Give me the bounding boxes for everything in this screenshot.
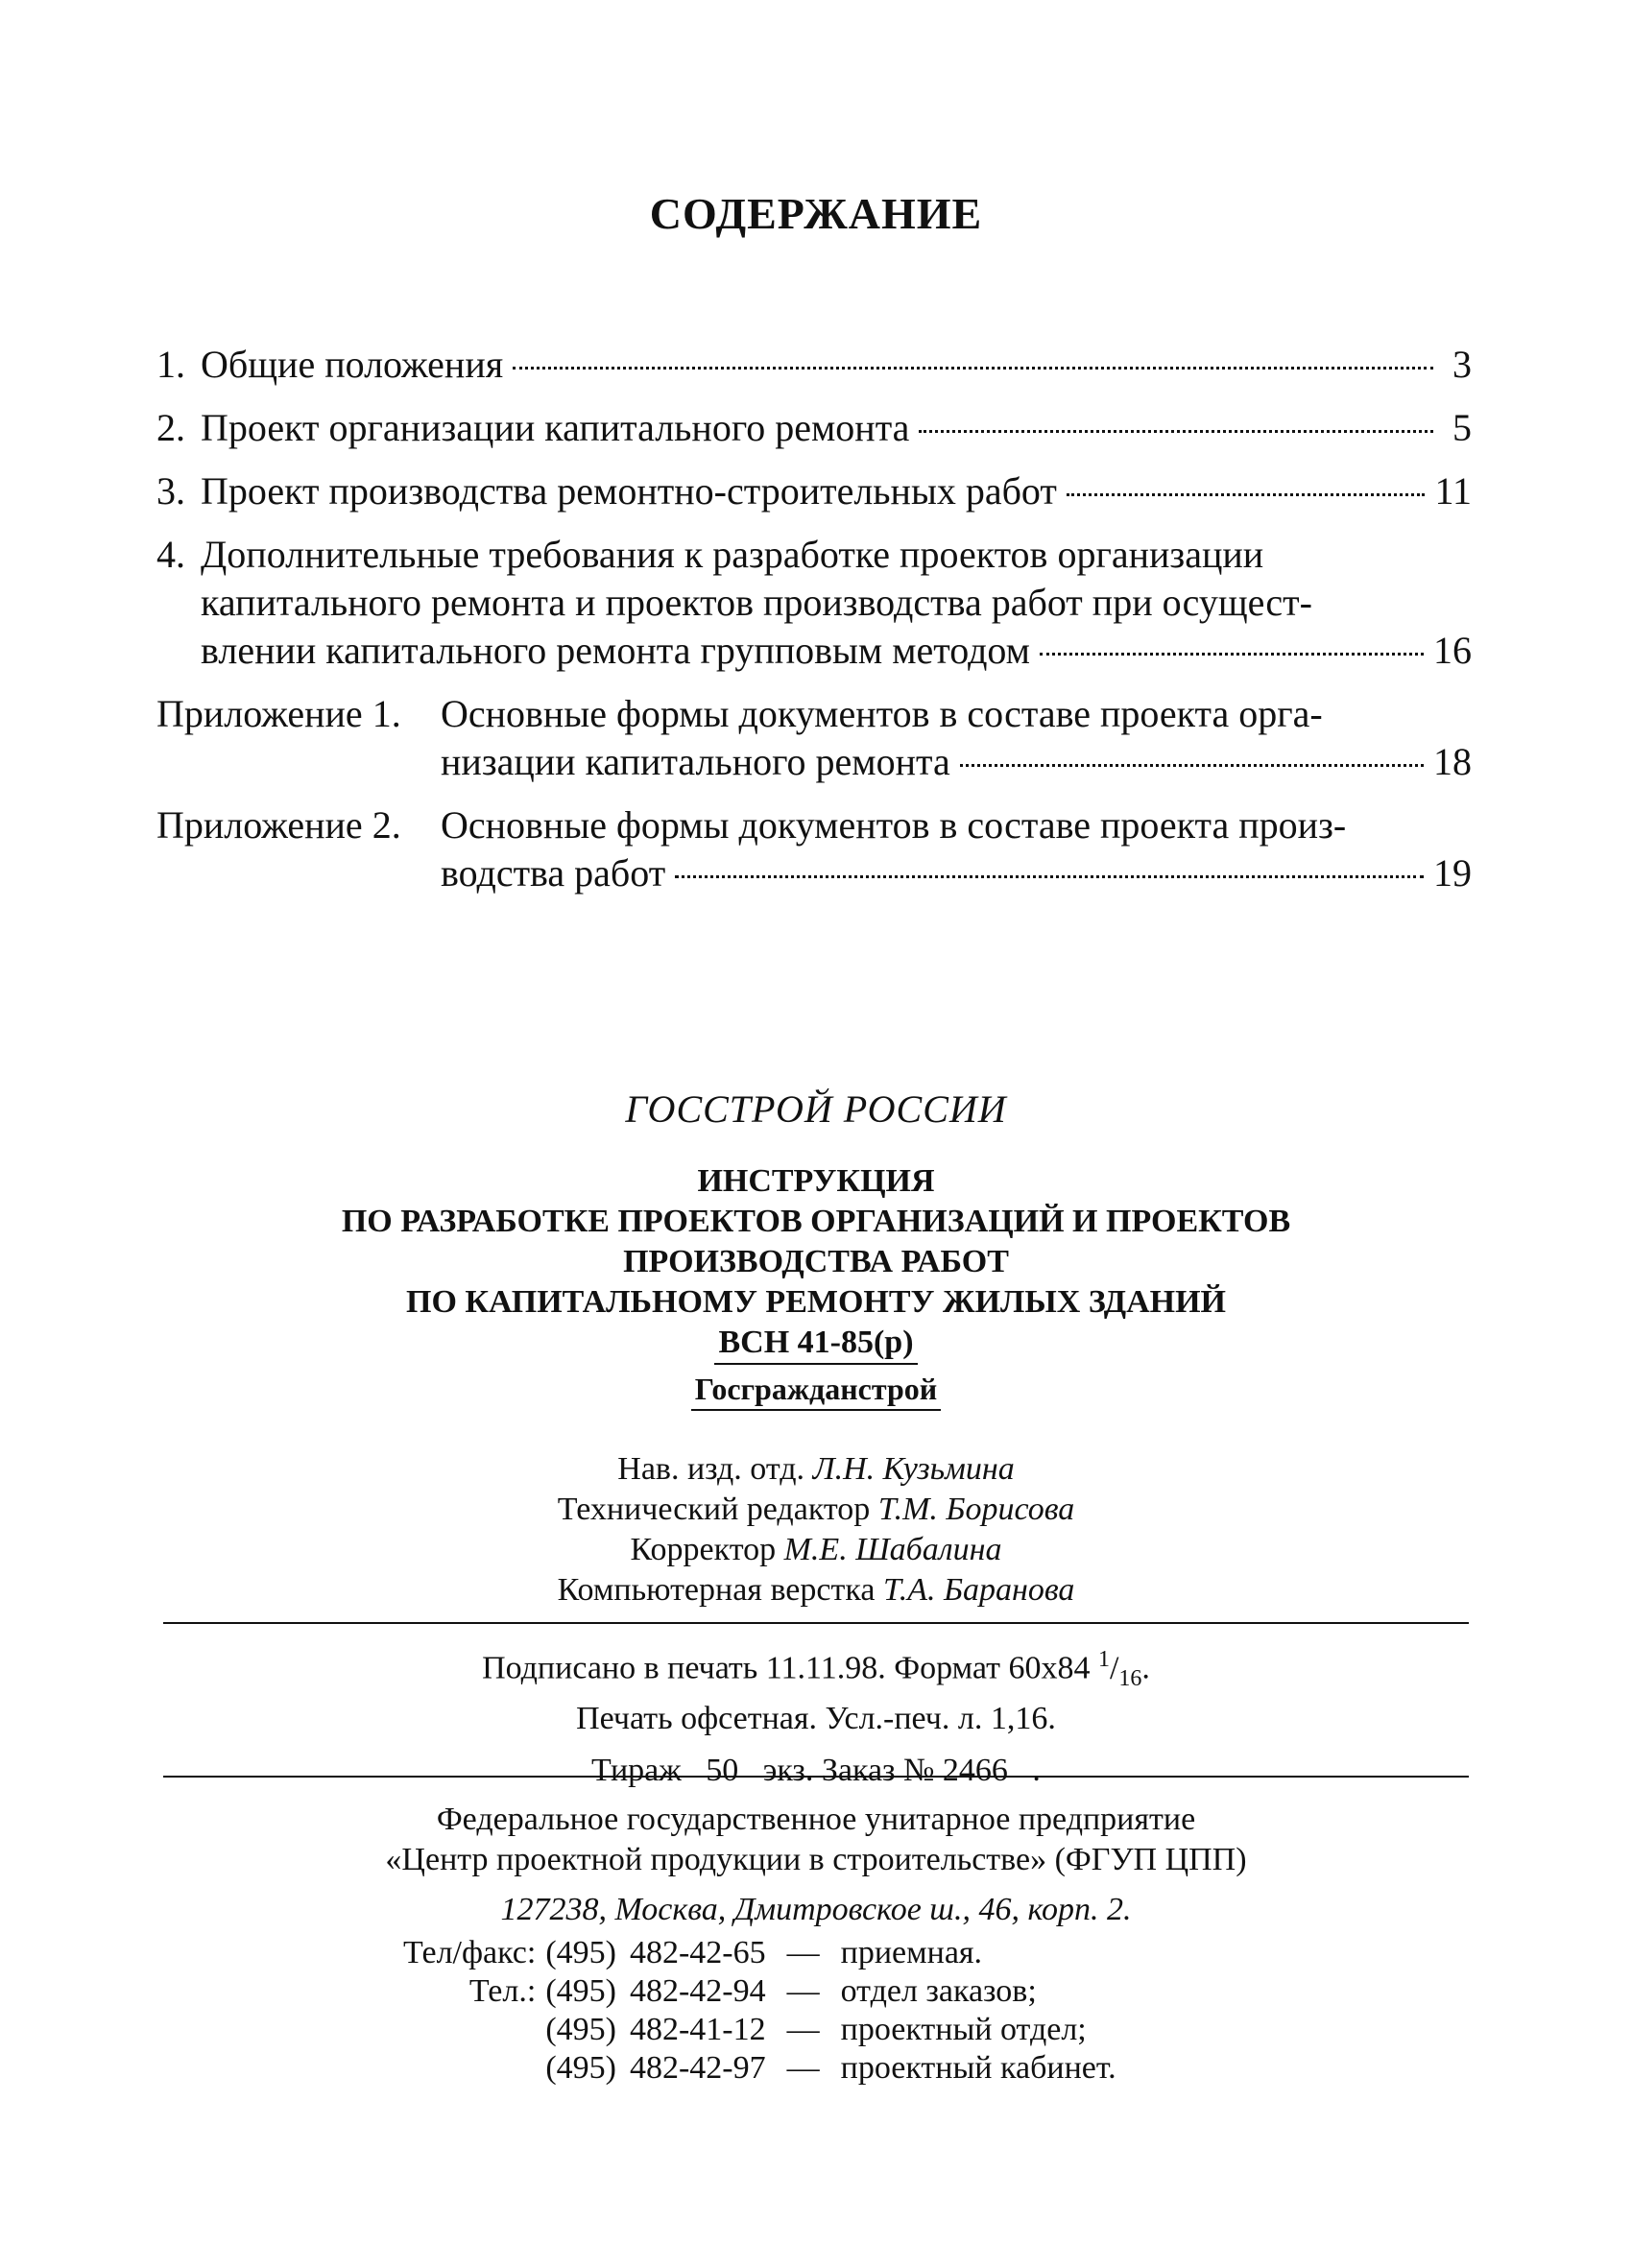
toc-entry-number: 1.: [156, 343, 185, 386]
print-details: [0, 1639, 1632, 1791]
document-title: [0, 1161, 1632, 1411]
toc-entry-text: капитального ремонта и проектов производства работ при осущест-: [201, 581, 1312, 624]
table-of-contents: [156, 341, 1472, 913]
toc-entry-appendix[interactable]: [156, 690, 1472, 786]
credit-name: Т.А. Баранова: [882, 1572, 1075, 1608]
credit-line: [0, 1570, 1632, 1611]
toc-entry[interactable]: [156, 341, 1472, 389]
contact-number[interactable]: 482-42-97: [629, 2050, 766, 2086]
toc-page-number: 18: [1433, 740, 1472, 783]
toc-page-number: 3: [1452, 343, 1472, 386]
toc-entry-text: Проект производства ремонтно-строительных работ: [201, 469, 1057, 513]
toc-entry[interactable]: [156, 531, 1472, 675]
toc-entry-text: Основные формы документов в составе проекта произ-: [441, 803, 1347, 847]
print-type-line: Печать офсетная. Усл.-печ. л. 1,16.: [576, 1701, 1056, 1737]
credit-name: Т.М. Борисова: [877, 1492, 1075, 1527]
toc-entry-text: Общие положения: [201, 343, 504, 386]
contact-row: [403, 1972, 1116, 2011]
toc-entry-text: Дополнительные требования к разработке проектов организации: [201, 533, 1264, 576]
toc-entry-appendix[interactable]: [156, 801, 1472, 897]
credit-line: [0, 1530, 1632, 1570]
contact-label: Тел.:: [468, 1973, 537, 2009]
toc-leader-dots: [1040, 653, 1424, 656]
format-end: .: [1141, 1650, 1150, 1686]
document-code: ВСН 41-85(р): [714, 1323, 917, 1365]
contact-description: проектный отдел;: [840, 2012, 1087, 2047]
divider-rule: [163, 1622, 1469, 1624]
contacts-block: [403, 1934, 1116, 2088]
contact-row: [403, 2049, 1116, 2088]
toc-entry-number: Приложение 1.: [156, 692, 401, 735]
publisher-block: [0, 1800, 1632, 1930]
toc-page-number: 19: [1433, 851, 1472, 895]
contact-description: отдел заказов;: [840, 1973, 1037, 2009]
toc-page-number: 5: [1452, 406, 1472, 449]
toc-entry-text: водства работ: [441, 851, 666, 895]
toc-entry-text: низации капитального ремонта: [441, 740, 950, 783]
credit-name: Л.Н. Кузьмина: [812, 1451, 1015, 1487]
toc-entry-number: Приложение 2.: [156, 803, 401, 847]
contact-area-code: (495): [545, 2050, 616, 2086]
toc-leader-dots: [1067, 493, 1426, 496]
publisher-line: Федеральное государственное унитарное предприятие: [436, 1802, 1196, 1837]
publishing-organization: ГОССТРОЙ РОССИИ: [625, 1087, 1007, 1131]
toc-leader-dots: [919, 430, 1433, 433]
contact-area-code: (495): [545, 1973, 616, 2009]
toc-leader-dots: [675, 875, 1424, 878]
toc-entry[interactable]: [156, 404, 1472, 452]
contact-description: приемная.: [840, 1935, 983, 1970]
contact-number[interactable]: 482-42-65: [629, 1935, 766, 1970]
editorial-credits: [0, 1449, 1632, 1611]
contact-row: [403, 1934, 1116, 1972]
publisher-line: «Центр проектной продукции в строительстве» (ФГУП ЦПП): [385, 1842, 1247, 1877]
contact-dash: —: [786, 2012, 820, 2047]
credit-role: Корректор: [630, 1532, 777, 1567]
title-line: ИНСТРУКЦИЯ: [697, 1163, 935, 1199]
format-fraction-num: 1: [1097, 1647, 1110, 1672]
toc-page-number: 16: [1433, 629, 1472, 672]
toc-title: СОДЕРЖАНИЕ: [649, 189, 983, 238]
print-signed-line: Подписано в печать 11.11.98. Формат 60х84 $^1/_{16}$.: [482, 1647, 1150, 1692]
contact-area-code: (495): [545, 2012, 616, 2047]
print-run-line: Тираж 50 экз. Заказ № 2466 .: [591, 1753, 1041, 1789]
contact-label: [403, 2049, 545, 2088]
credit-role: Компьютерная верстка: [557, 1572, 876, 1608]
format-fraction-den: 16: [1118, 1666, 1142, 1692]
toc-entry[interactable]: [156, 467, 1472, 515]
title-line: ПО РАЗРАБОТКЕ ПРОЕКТОВ ОРГАНИЗАЦИЙ И ПРОЕКТОВ: [341, 1204, 1291, 1239]
contact-number[interactable]: 482-42-94: [629, 1973, 766, 2009]
contact-label: [403, 2011, 545, 2049]
credit-line: [0, 1449, 1632, 1490]
contact-label: Тел/факс:: [403, 1935, 537, 1970]
publisher-address: 127238, Москва, Дмитровское ш., 46, корп. 2.: [500, 1892, 1132, 1927]
document-issuer: Гоcгражданстрой: [691, 1369, 941, 1411]
title-line: ПРОИЗВОДСТВА РАБОТ: [623, 1244, 1009, 1279]
contact-row: [403, 2011, 1116, 2049]
toc-page-number: 11: [1434, 469, 1472, 513]
contact-dash: —: [786, 2050, 820, 2086]
toc-entry-number: 4.: [156, 533, 185, 576]
contact-dash: —: [786, 1935, 820, 1970]
divider-rule: [163, 1776, 1469, 1778]
contact-area-code: (495): [545, 1935, 616, 1970]
toc-entry-text: Основные формы документов в составе проекта орга-: [441, 692, 1323, 735]
contact-dash: —: [786, 1973, 820, 2009]
credit-name: М.Е. Шабалина: [783, 1532, 1002, 1567]
toc-entry-text: влении капитального ремонта групповым методом: [201, 629, 1030, 672]
toc-entry-number: 3.: [156, 469, 185, 513]
contacts-table: [403, 1934, 1116, 2088]
contact-description: проектный кабинет.: [840, 2050, 1116, 2086]
credit-line: [0, 1490, 1632, 1530]
credit-role: Технический редактор: [557, 1492, 871, 1527]
toc-entry-text: Проект организации капитального ремонта: [201, 406, 910, 449]
contact-number[interactable]: 482-41-12: [629, 2012, 766, 2047]
title-line: ПО КАПИТАЛЬНОМУ РЕМОНТУ ЖИЛЫХ ЗДАНИЙ: [406, 1284, 1226, 1320]
print-signed-text: Подписано в печать 11.11.98. Формат 60х84: [482, 1650, 1098, 1686]
toc-leader-dots: [513, 367, 1433, 370]
credit-role: Нав. изд. отд.: [617, 1451, 805, 1487]
toc-leader-dots: [960, 764, 1424, 767]
toc-entry-number: 2.: [156, 406, 185, 449]
